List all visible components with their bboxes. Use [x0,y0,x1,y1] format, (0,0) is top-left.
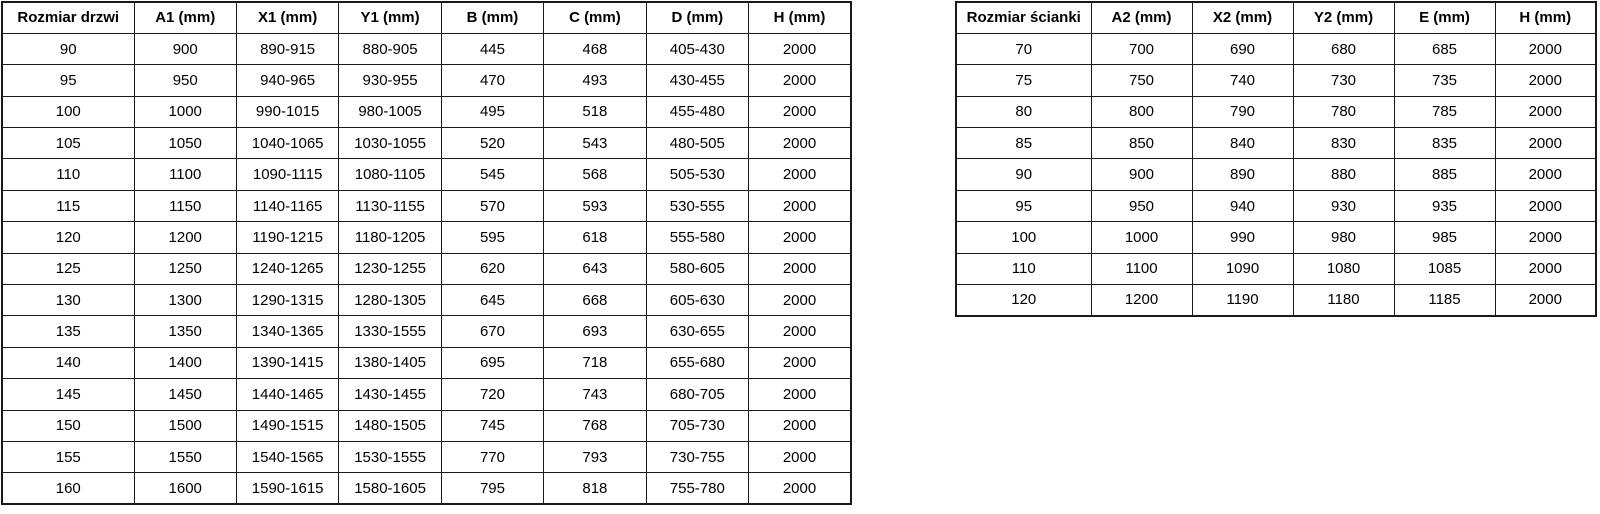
table-cell: 690 [1192,33,1293,64]
column-header: H (mm) [1495,2,1596,33]
table-cell: 940-965 [236,65,338,96]
table-cell: 2000 [1495,190,1596,221]
table-cell: 2000 [1495,65,1596,96]
table-cell: 785 [1394,96,1495,127]
table-cell: 940 [1192,190,1293,221]
column-header: Y1 (mm) [339,2,441,33]
table-cell: 1530-1555 [339,441,441,472]
column-header: H (mm) [749,2,851,33]
table-cell: 680-705 [646,379,748,410]
table-cell: 770 [441,441,543,472]
table-cell: 705-730 [646,410,748,441]
table-cell: 160 [2,473,134,504]
table-cell: 2000 [1495,128,1596,159]
table-cell: 720 [441,379,543,410]
table-row [2,285,851,316]
table-cell: 2000 [749,128,851,159]
table-cell: 2000 [749,253,851,284]
table-row [2,190,851,221]
table-cell: 980 [1293,222,1394,253]
table-cell: 1000 [134,96,236,127]
table-cell: 885 [1394,159,1495,190]
table-cell: 1540-1565 [236,441,338,472]
table-cell: 2000 [749,285,851,316]
table-row [2,410,851,441]
table-cell: 1330-1555 [339,316,441,347]
table-cell: 1190-1215 [236,222,338,253]
table-row [2,379,851,410]
table-cell: 2000 [749,316,851,347]
table-cell: 70 [956,33,1091,64]
table-cell: 880 [1293,159,1394,190]
table-cell: 755-780 [646,473,748,504]
table-row [2,128,851,159]
table-cell: 743 [544,379,646,410]
table-cell: 1200 [134,222,236,253]
table-row [2,96,851,127]
table-cell: 693 [544,316,646,347]
table-cell: 110 [2,159,134,190]
table-cell: 1550 [134,441,236,472]
table-cell: 840 [1192,128,1293,159]
table-cell: 1185 [1394,285,1495,316]
table-cell: 2000 [1495,253,1596,284]
table-cell: 2000 [749,347,851,378]
table-cell: 155 [2,441,134,472]
table-cell: 520 [441,128,543,159]
table-cell: 95 [2,65,134,96]
table-cell: 1100 [1091,253,1192,284]
table-cell: 530-555 [646,190,748,221]
column-header: X2 (mm) [1192,2,1293,33]
table-cell: 795 [441,473,543,504]
table-cell: 830 [1293,128,1394,159]
table-cell: 890 [1192,159,1293,190]
table-cell: 593 [544,190,646,221]
table-cell: 455-480 [646,96,748,127]
table-cell: 730 [1293,65,1394,96]
table-cell: 740 [1192,65,1293,96]
table-row [956,222,1596,253]
table-cell: 700 [1091,33,1192,64]
table-cell: 1430-1455 [339,379,441,410]
table-cell: 1250 [134,253,236,284]
table-row [956,159,1596,190]
table-cell: 2000 [1495,33,1596,64]
table-cell: 1280-1305 [339,285,441,316]
table-cell: 1300 [134,285,236,316]
table-cell: 595 [441,222,543,253]
table-cell: 935 [1394,190,1495,221]
table-row [956,190,1596,221]
table-cell: 1190 [1192,285,1293,316]
header-row [2,2,851,33]
table-cell: 655-680 [646,347,748,378]
table-cell: 605-630 [646,285,748,316]
table-cell: 1180-1205 [339,222,441,253]
table-cell: 750 [1091,65,1192,96]
table-cell: 685 [1394,33,1495,64]
table-cell: 1450 [134,379,236,410]
column-header: D (mm) [646,2,748,33]
table-cell: 120 [956,285,1091,316]
table-cell: 1480-1505 [339,410,441,441]
column-header: E (mm) [1394,2,1495,33]
table-cell: 545 [441,159,543,190]
table-cell: 570 [441,190,543,221]
table-cell: 100 [2,96,134,127]
table-cell: 890-915 [236,33,338,64]
table-cell: 630-655 [646,316,748,347]
table-row [2,33,851,64]
table-row [2,159,851,190]
column-header: Rozmiar ścianki [956,2,1091,33]
table-cell: 900 [134,33,236,64]
table-cell: 2000 [749,222,851,253]
table-cell: 95 [956,190,1091,221]
door-size-table [1,1,852,505]
table-cell: 1080 [1293,253,1394,284]
table-row [2,222,851,253]
table-cell: 790 [1192,96,1293,127]
table-cell: 2000 [1495,222,1596,253]
table-row [2,473,851,504]
table-cell: 90 [956,159,1091,190]
table-cell: 835 [1394,128,1495,159]
table-cell: 75 [956,65,1091,96]
column-header: Rozmiar drzwi [2,2,134,33]
table-cell: 115 [2,190,134,221]
table-cell: 1240-1265 [236,253,338,284]
table-cell: 80 [956,96,1091,127]
table-cell: 1000 [1091,222,1192,253]
table-cell: 900 [1091,159,1192,190]
table-cell: 800 [1091,96,1192,127]
table-cell: 745 [441,410,543,441]
table-row [2,253,851,284]
table-cell: 850 [1091,128,1192,159]
table-cell: 1440-1465 [236,379,338,410]
table-cell: 100 [956,222,1091,253]
table-cell: 90 [2,33,134,64]
table-cell: 645 [441,285,543,316]
table-cell: 1100 [134,159,236,190]
table-cell: 2000 [1495,159,1596,190]
table-cell: 1140-1165 [236,190,338,221]
table-cell: 2000 [749,379,851,410]
table-cell: 555-580 [646,222,748,253]
table-cell: 2000 [1495,285,1596,316]
table-row [2,65,851,96]
table-cell: 930-955 [339,65,441,96]
table-cell: 1030-1055 [339,128,441,159]
table-cell: 1040-1065 [236,128,338,159]
table-cell: 930 [1293,190,1394,221]
column-header: X1 (mm) [236,2,338,33]
header-row [956,2,1596,33]
table-cell: 990-1015 [236,96,338,127]
table-row [956,65,1596,96]
table-cell: 518 [544,96,646,127]
table-row [2,347,851,378]
table-cell: 445 [441,33,543,64]
column-header: B (mm) [441,2,543,33]
table-cell: 130 [2,285,134,316]
table-cell: 735 [1394,65,1495,96]
table-cell: 1600 [134,473,236,504]
table-cell: 1380-1405 [339,347,441,378]
table-cell: 1590-1615 [236,473,338,504]
table-cell: 120 [2,222,134,253]
table-cell: 105 [2,128,134,159]
table-cell: 1180 [1293,285,1394,316]
table-cell: 150 [2,410,134,441]
table-row [956,253,1596,284]
table-cell: 1490-1515 [236,410,338,441]
table-cell: 1500 [134,410,236,441]
table-cell: 2000 [749,65,851,96]
table-cell: 793 [544,441,646,472]
table-cell: 1290-1315 [236,285,338,316]
table-cell: 2000 [749,96,851,127]
table-cell: 468 [544,33,646,64]
table-cell: 1150 [134,190,236,221]
table-cell: 990 [1192,222,1293,253]
table-cell: 543 [544,128,646,159]
table-row [956,33,1596,64]
table-cell: 1090-1115 [236,159,338,190]
table-cell: 110 [956,253,1091,284]
table-cell: 2000 [749,190,851,221]
table-cell: 405-430 [646,33,748,64]
table-cell: 1080-1105 [339,159,441,190]
table-cell: 718 [544,347,646,378]
table-cell: 768 [544,410,646,441]
table-cell: 695 [441,347,543,378]
table-cell: 1390-1415 [236,347,338,378]
table-cell: 2000 [749,159,851,190]
table-cell: 818 [544,473,646,504]
table-cell: 2000 [749,33,851,64]
table-cell: 1200 [1091,285,1192,316]
table-cell: 880-905 [339,33,441,64]
table-cell: 1580-1605 [339,473,441,504]
table-cell: 670 [441,316,543,347]
table-cell: 125 [2,253,134,284]
table-cell: 2000 [749,473,851,504]
table-cell: 780 [1293,96,1394,127]
table-cell: 643 [544,253,646,284]
table-cell: 2000 [749,441,851,472]
table-cell: 1350 [134,316,236,347]
table-cell: 1230-1255 [339,253,441,284]
table-cell: 495 [441,96,543,127]
table-cell: 145 [2,379,134,410]
table-cell: 470 [441,65,543,96]
table-cell: 980-1005 [339,96,441,127]
table-cell: 140 [2,347,134,378]
table-row [956,128,1596,159]
wall-size-table [955,1,1597,317]
table-cell: 85 [956,128,1091,159]
table-cell: 430-455 [646,65,748,96]
table-cell: 1085 [1394,253,1495,284]
table-cell: 135 [2,316,134,347]
table-row [956,96,1596,127]
table-row [2,316,851,347]
table-cell: 730-755 [646,441,748,472]
table-cell: 1090 [1192,253,1293,284]
table-cell: 668 [544,285,646,316]
column-header: C (mm) [544,2,646,33]
table-cell: 620 [441,253,543,284]
column-header: A2 (mm) [1091,2,1192,33]
table-cell: 950 [134,65,236,96]
table-cell: 950 [1091,190,1192,221]
table-cell: 2000 [1495,96,1596,127]
column-header: Y2 (mm) [1293,2,1394,33]
table-cell: 493 [544,65,646,96]
table-row [956,285,1596,316]
table-cell: 2000 [749,410,851,441]
table-cell: 618 [544,222,646,253]
table-cell: 580-605 [646,253,748,284]
table-cell: 1400 [134,347,236,378]
table-row [2,441,851,472]
table-cell: 480-505 [646,128,748,159]
table-cell: 1050 [134,128,236,159]
table-cell: 985 [1394,222,1495,253]
table-cell: 680 [1293,33,1394,64]
table-cell: 505-530 [646,159,748,190]
table-cell: 1130-1155 [339,190,441,221]
table-cell: 1340-1365 [236,316,338,347]
column-header: A1 (mm) [134,2,236,33]
table-cell: 568 [544,159,646,190]
